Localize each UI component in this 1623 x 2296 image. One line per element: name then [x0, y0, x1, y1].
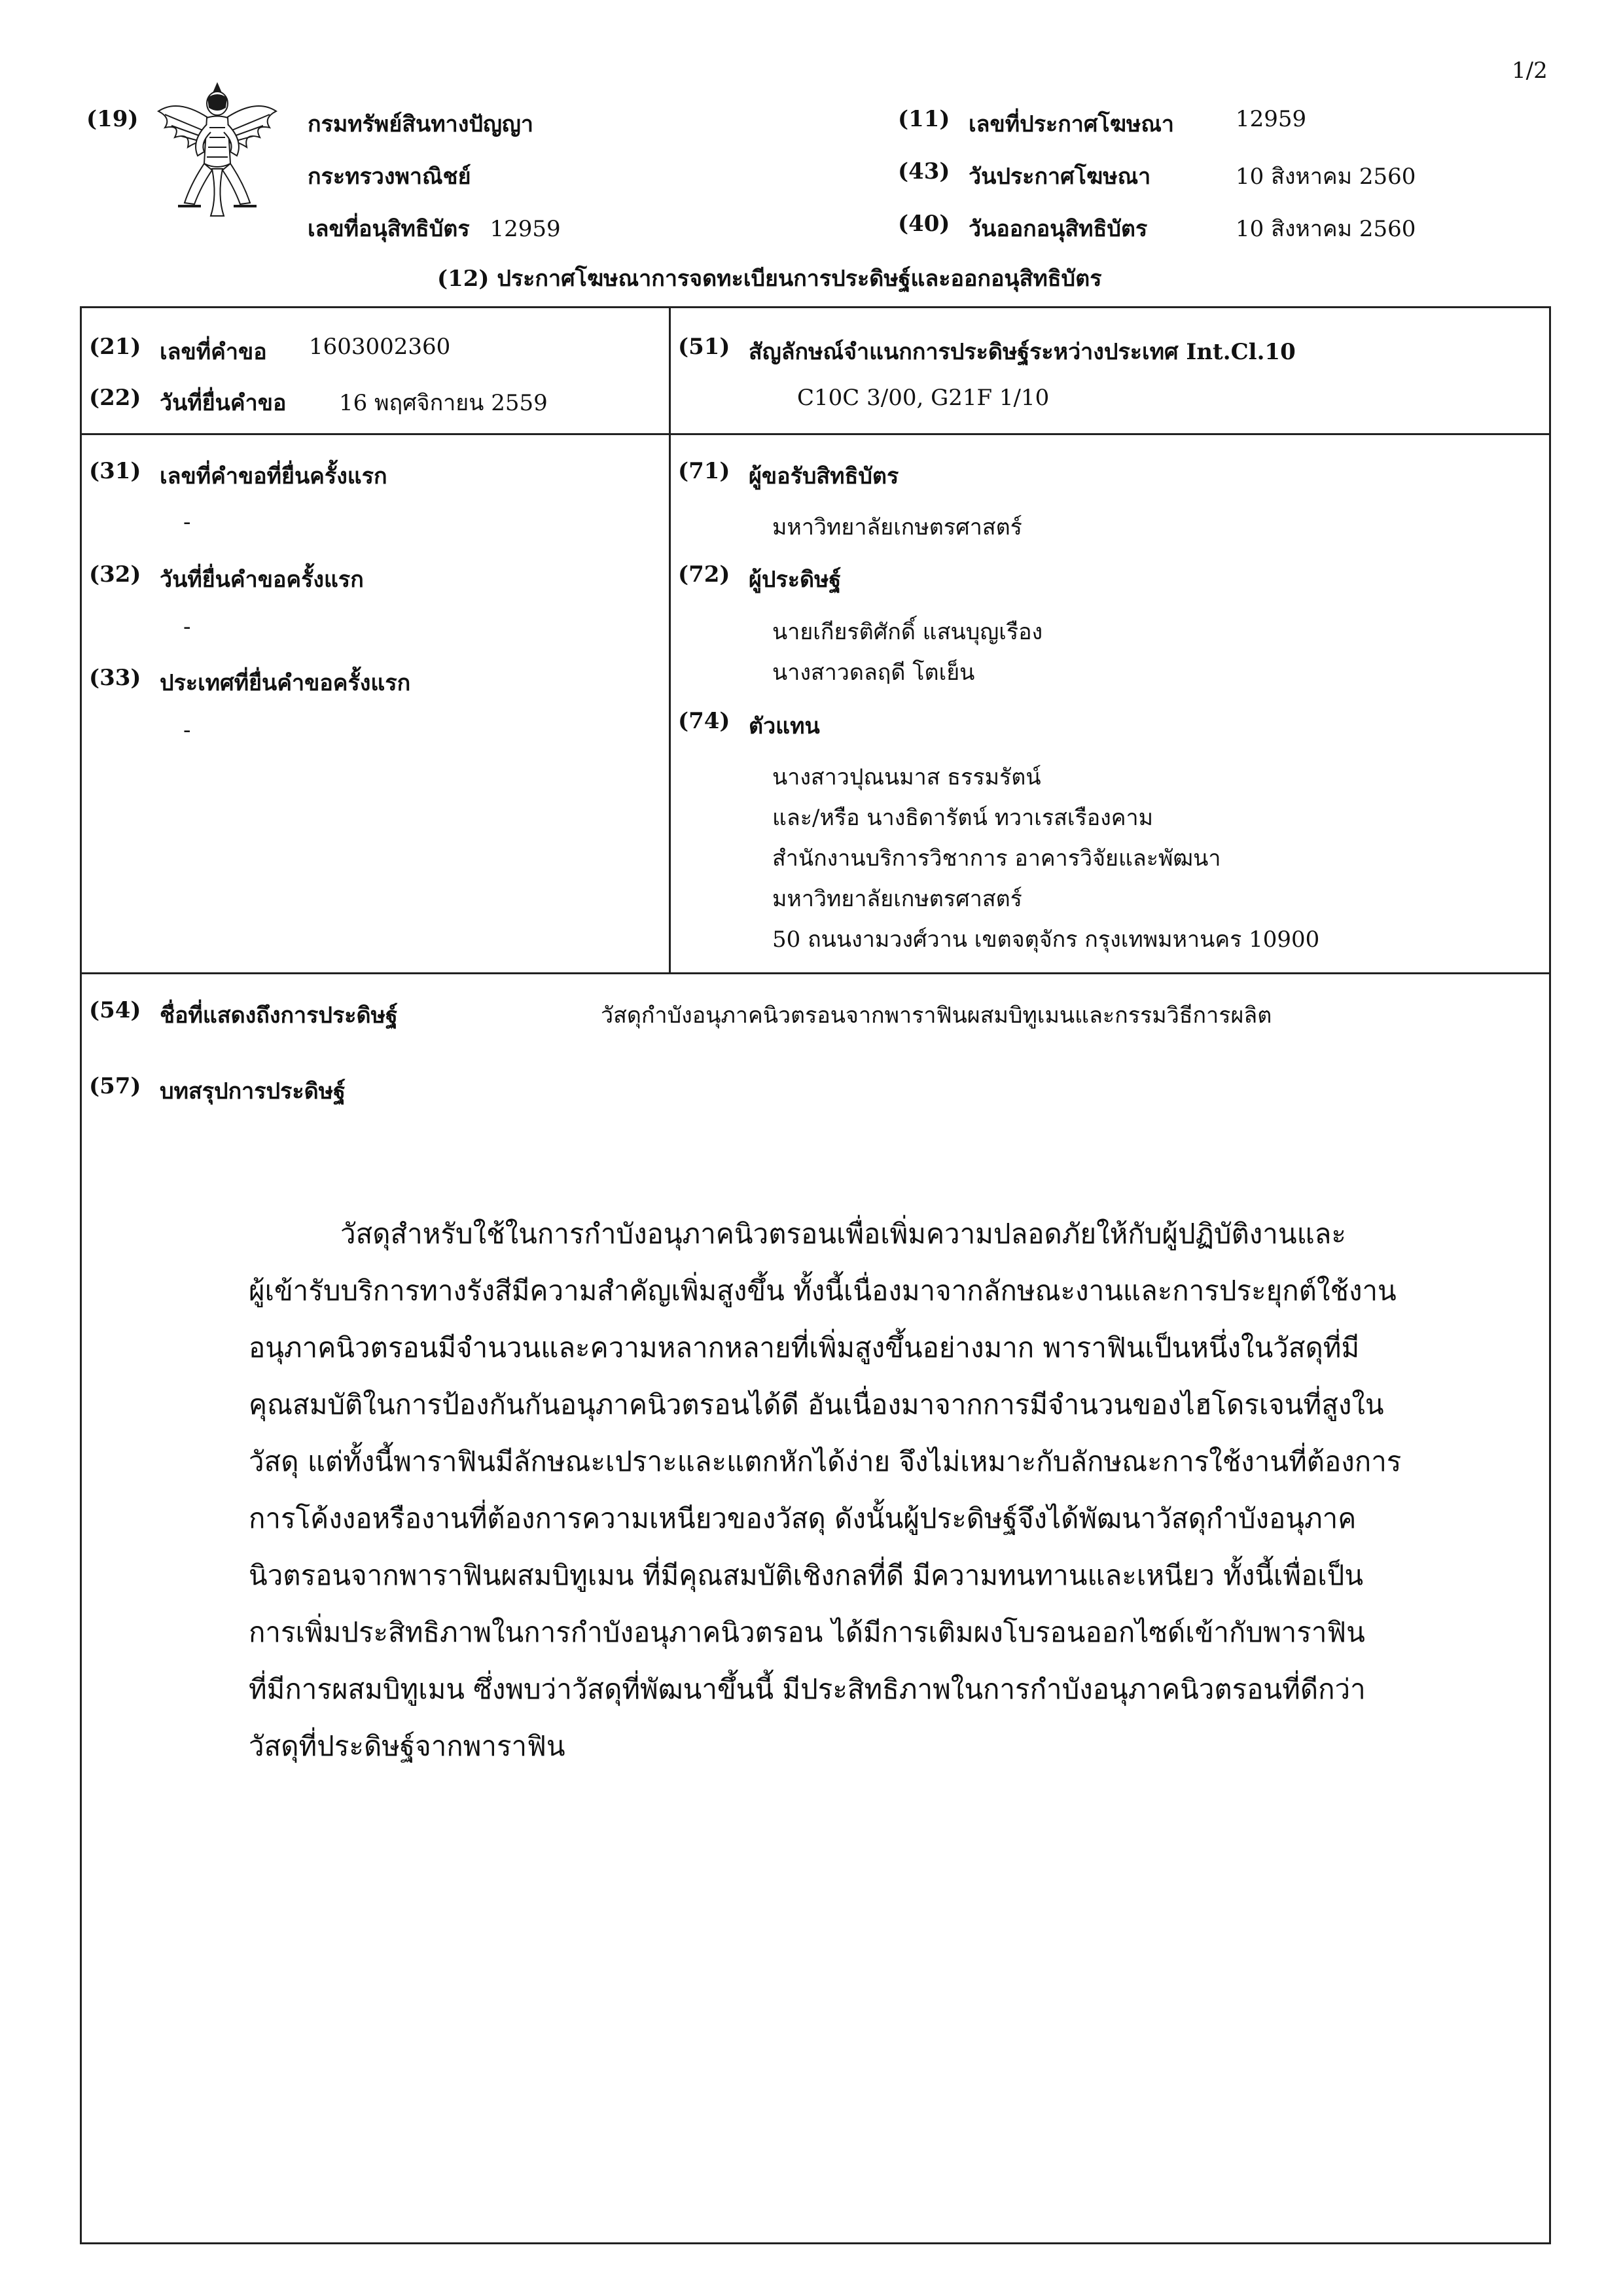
first-filing-date-value: -	[183, 614, 191, 640]
announcement-title: (12) ประกาศโฆษณาการจดทะเบียนการประดิษฐ์และออกอนุสิทธิบัตร	[437, 266, 1102, 292]
first-filing-country-value: -	[183, 717, 191, 743]
agent-line-5: 50 ถนนงามวงศ์วาน เขตจตุจักร กรุงเทพมหานคร 10900	[772, 927, 1320, 953]
code-33: (33)	[89, 665, 141, 691]
abstract-line: วัสดุที่ประดิษฐ์จากพาราฟิน	[249, 1730, 565, 1762]
code-19: (19)	[86, 106, 139, 132]
code-11: (11)	[898, 106, 950, 132]
row-divider-1	[80, 433, 1551, 435]
code-72: (72)	[678, 561, 730, 588]
agent-label: ตัวแทน	[749, 713, 820, 739]
code-71: (71)	[678, 458, 730, 484]
abstract-line: อนุภาคนิวตรอนมีจำนวนและความหลากหลายที่เพิ่มสูงขึ้นอย่างมาก พาราฟินเป็นหนึ่งในวัสดุที่มี	[249, 1332, 1360, 1364]
code-74: (74)	[678, 708, 730, 734]
code-32: (32)	[89, 561, 141, 588]
code-51: (51)	[678, 334, 730, 360]
invention-title-value: วัสดุกำบังอนุภาคนิวตรอนจากพาราฟินผสมบิทูเมนและกรรมวิธีการผลิต	[601, 1002, 1272, 1029]
pub-no-label: เลขที่ประกาศโฆษณา	[969, 111, 1175, 137]
int-class-label: สัญลักษณ์จำแนกการประดิษฐ์ระหว่างประเทศ Int.Cl.10	[749, 339, 1296, 365]
invention-title-label: ชื่อที่แสดงถึงการประดิษฐ์	[160, 1002, 398, 1029]
filing-date-value: 16 พฤศจิกายน 2559	[339, 390, 548, 416]
agent-line-2: และ/หรือ นางธิดารัตน์ ทวาเรสเรืองคาม	[772, 805, 1154, 831]
abstract-line: วัสดุ แต่ทั้งนี้พาราฟินมีลักษณะเปราะและแตกหักได้ง่าย จึงไม่เหมาะกับลักษณะการใช้งานที่ต้องการ	[249, 1445, 1402, 1477]
abstract-line: ที่มีการผสมบิทูเมน ซึ่งพบว่าวัสดุที่พัฒนาขึ้นนี้ มีประสิทธิภาพในการกำบังอนุภาคนิวตรอนที่ดีกว่า	[249, 1673, 1366, 1705]
column-divider	[669, 306, 671, 972]
abstract-line: วัสดุสำหรับใช้ในการกำบังอนุภาคนิวตรอนเพื่อเพิ่มความปลอดภัยให้กับผู้ปฏิบัติงานและ	[340, 1218, 1346, 1250]
patent-no-label: เลขที่อนุสิทธิบัตร	[308, 216, 470, 242]
page-number: 1/2	[1512, 58, 1548, 84]
inventor-2: นางสาวดลฤดี โตเย็น	[772, 660, 975, 686]
application-no-label: เลขที่คำขอ	[160, 339, 267, 365]
pub-no-value: 12959	[1236, 106, 1307, 132]
abstract-line: นิวตรอนจากพาราฟินผสมบิทูเมน ที่มีคุณสมบัติเชิงกลที่ดี มีความทนทานและเหนียว ทั้งนี้เพื่อเป็น	[249, 1559, 1364, 1591]
first-app-no-label: เลขที่คำขอที่ยื่นครั้งแรก	[160, 463, 387, 489]
applicant-label: ผู้ขอรับสิทธิบัตร	[749, 463, 899, 489]
patent-number	[308, 211, 561, 246]
first-filing-country-label: ประเทศที่ยื่นคำขอครั้งแรก	[160, 670, 411, 696]
abstract-body	[249, 1205, 1453, 1775]
first-app-no-value: -	[183, 509, 191, 535]
agent-line-1: นางสาวปุณนมาส ธรรมรัตน์	[772, 764, 1041, 790]
code-43: (43)	[898, 158, 950, 185]
issue-date-value: 10 สิงหาคม 2560	[1236, 216, 1416, 242]
pub-date-label: วันประกาศโฆษณา	[969, 164, 1151, 190]
code-21: (21)	[89, 334, 141, 360]
int-class-value: C10C 3/00, G21F 1/10	[797, 385, 1050, 411]
inventor-1: นายเกียรติศักดิ์ แสนบุญเรือง	[772, 619, 1043, 645]
first-filing-date-label: วันที่ยื่นคำขอครั้งแรก	[160, 567, 364, 593]
applicant-value: มหาวิทยาลัยเกษตรศาสตร์	[772, 514, 1022, 540]
code-22: (22)	[89, 385, 141, 411]
code-31: (31)	[89, 458, 141, 484]
pub-date-value: 10 สิงหาคม 2560	[1236, 164, 1416, 190]
code-54: (54)	[89, 997, 141, 1023]
abstract-line: คุณสมบัติในการป้องกันกันอนุภาคนิวตรอนได้ดี อันเนื่องมาจากการมีจำนวนของไฮโดรเจนที่สูงใน	[249, 1388, 1384, 1421]
application-no-value: 1603002360	[309, 334, 451, 360]
row-divider-2	[80, 972, 1551, 974]
code-40: (40)	[898, 211, 950, 237]
ministry-name: กระทรวงพาณิชย์	[308, 164, 471, 190]
filing-date-label: วันที่ยื่นคำขอ	[160, 390, 287, 416]
agent-line-3: สำนักงานบริการวิชาการ อาคารวิจัยและพัฒนา	[772, 845, 1221, 872]
abstract-line: การเพิ่มประสิทธิภาพในการกำบังอนุภาคนิวตรอน ได้มีการเติมผงโบรอนออกไซด์เข้ากับพาราฟิน	[249, 1616, 1365, 1648]
code-57: (57)	[89, 1073, 141, 1099]
agent-line-4: มหาวิทยาลัยเกษตรศาสตร์	[772, 886, 1022, 912]
abstract-line: ผู้เข้ารับบริการทางรังสีมีความสำคัญเพิ่มสูงขึ้น ทั้งนี้เนื่องมาจากลักษณะงานและการประยุกต์ใช้งาน	[249, 1275, 1397, 1307]
issue-date-label: วันออกอนุสิทธิบัตร	[969, 216, 1148, 242]
abstract-line: การโค้งงอหรืองานที่ต้องการความเหนียวของวัสดุ ดังนั้นผู้ประดิษฐ์จึงได้พัฒนาวัสดุกำบังอนุภาค	[249, 1502, 1357, 1534]
inventor-label: ผู้ประดิษฐ์	[749, 567, 842, 593]
dept-name: กรมทรัพย์สินทางปัญญา	[308, 111, 533, 137]
garuda-emblem-icon	[152, 79, 283, 219]
patent-no-value: 12959	[490, 216, 561, 242]
abstract-label: บทสรุปการประดิษฐ์	[160, 1078, 346, 1104]
